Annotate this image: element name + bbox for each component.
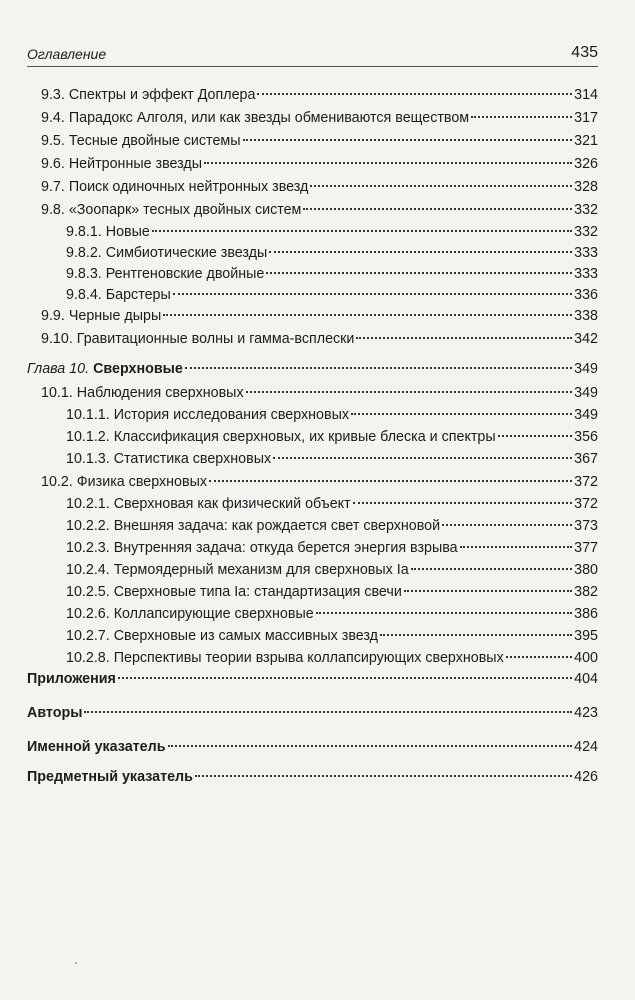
toc-entry[interactable]: 10.2.1. Сверхновая как физический объект 372 (66, 496, 598, 512)
toc-entry[interactable]: 10.1.2. Классификация сверхновых, их кривые блеска и спектры 356 (66, 429, 598, 445)
running-header (27, 44, 598, 67)
section-title: Оглавление (27, 46, 107, 62)
toc-backmatter[interactable]: Приложения 404 (27, 671, 598, 687)
toc-entry[interactable]: 9.8.3. Рентгеновские двойные 333 (66, 266, 598, 282)
page-number: 435 (571, 44, 598, 61)
toc-entry[interactable]: 9.9. Черные дыры 338 (41, 308, 598, 324)
toc-entry[interactable]: 9.3. Спектры и эффект Доплера 314 (41, 87, 598, 103)
toc-entry[interactable]: 9.8.2. Симбиотические звезды 333 (66, 245, 598, 261)
toc-entry[interactable]: 9.8.1. Новые 332 (66, 224, 598, 240)
toc-entry[interactable]: 9.8.4. Барстеры 336 (66, 287, 598, 303)
toc-backmatter[interactable]: Авторы 423 (27, 705, 598, 721)
toc-entry[interactable]: 10.1. Наблюдения сверхновых 349 (41, 385, 598, 401)
toc-entry[interactable]: 10.2.2. Внешняя задача: как рождается свет сверхновой 373 (66, 518, 598, 534)
toc-backmatter[interactable]: Именной указатель 424 (27, 739, 598, 755)
toc-entry[interactable]: 10.1.1. История исследования сверхновых 349 (66, 407, 598, 423)
toc-chapter[interactable]: Глава 10. Сверхновые 349 (27, 361, 598, 377)
toc-entry[interactable]: 9.10. Гравитационные волны и гамма-всплески 342 (41, 331, 598, 347)
toc-entry[interactable]: 10.1.3. Статистика сверхновых 367 (66, 451, 598, 467)
toc-backmatter[interactable]: Предметный указатель 426 (27, 769, 598, 785)
toc-entry[interactable]: 10.2.5. Сверхновые типа Ia: стандартизация свечи 382 (66, 584, 598, 600)
toc-entry[interactable]: 9.4. Парадокс Алголя, или как звезды обмениваются веществом 317 (41, 110, 598, 126)
toc-entry[interactable]: 10.2.4. Термоядерный механизм для сверхновых Ia 380 (66, 562, 598, 578)
toc-entry[interactable]: 10.2.8. Перспективы теории взрыва коллапсирующих сверхновых 400 (66, 650, 598, 666)
toc-entry[interactable]: 10.2.6. Коллапсирующие сверхновые 386 (66, 606, 598, 622)
toc-entry[interactable]: 9.6. Нейтронные звезды 326 (41, 156, 598, 172)
toc-entry[interactable]: 9.5. Тесные двойные системы 321 (41, 133, 598, 149)
paper-speck (75, 962, 77, 964)
toc-entry[interactable]: 9.8. «Зоопарк» тесных двойных систем 332 (41, 202, 598, 218)
toc-entry[interactable]: 10.2.3. Внутренняя задача: откуда берется энергия взрыва 377 (66, 540, 598, 556)
toc-entry[interactable]: 9.7. Поиск одиночных нейтронных звезд 328 (41, 179, 598, 195)
toc-entry[interactable]: 10.2.7. Сверхновые из самых массивных звезд 395 (66, 628, 598, 644)
toc-entry[interactable]: 10.2. Физика сверхновых 372 (41, 474, 598, 490)
